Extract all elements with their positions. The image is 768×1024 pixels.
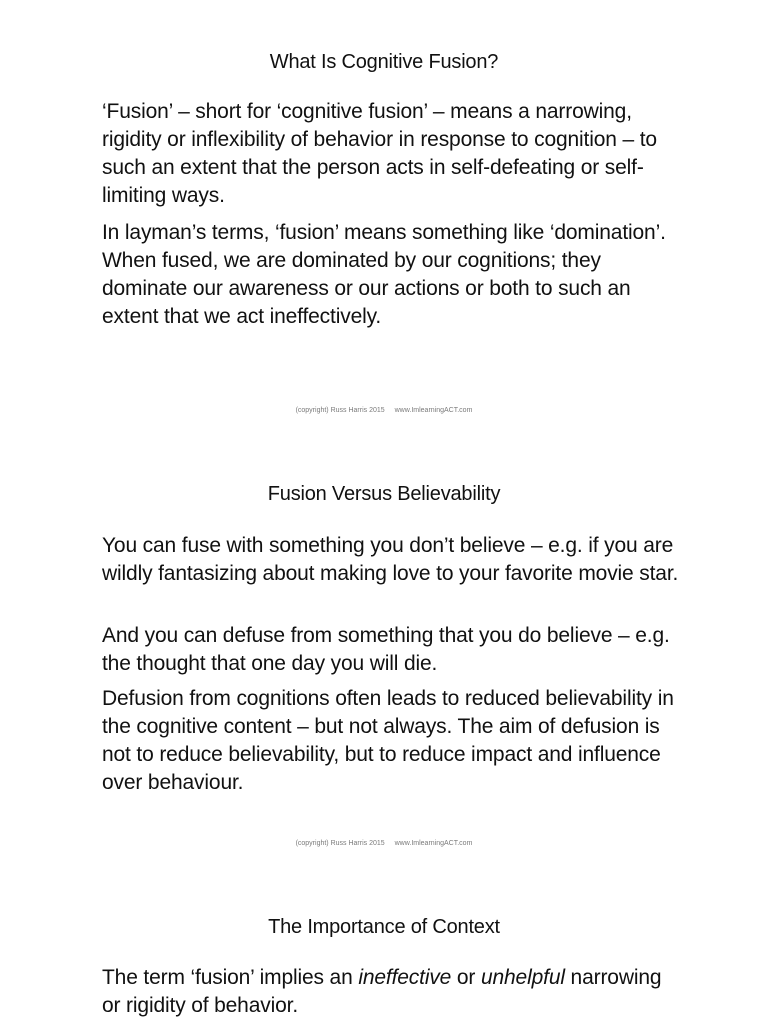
slide-3-p1-after: narrowing or rigidity of behavior. [102, 966, 662, 1017]
slide-1-footer-url: www.ImlearningACT.com [394, 407, 473, 414]
slide-2-footer-copyright: (copyright) Russ Harris 2015 [295, 840, 385, 847]
slide-2-footer [0, 839, 768, 849]
slide-3-p1-before: The term ‘fusion’ implies an [102, 966, 359, 989]
slide-1-footer [0, 406, 768, 416]
slide-3-title: The Importance of Context [268, 916, 500, 938]
slide-2-paragraph-1: You can fuse with something you don’t believe – e.g. if you are wildly fantasizing about making love to your favorite movie star. [102, 534, 679, 585]
slide-1-title: What Is Cognitive Fusion? [269, 51, 499, 73]
slide-2-paragraph-2: And you can defuse from something that you do believe – e.g. the thought that one day you will die. [102, 624, 670, 675]
slide-3-p1-emphasis-ineffective: ineffective [358, 966, 452, 989]
slide-3-paragraph-1 [102, 964, 682, 1020]
slide-1-footer-copyright: (copyright) Russ Harris 2015 [295, 407, 385, 414]
slide-2-title: Fusion Versus Believability [267, 483, 501, 505]
slide-2-paragraph-3: Defusion from cognitions often leads to reduced believability in the cognitive content – but not always. The aim of defusion is not to reduce believability, but to reduce impact and influence over behaviour. [102, 687, 674, 794]
slide-1-paragraph-1: ‘Fusion’ – short for ‘cognitive fusion’ – means a narrowing, rigidity or inflexibility of behavior in response to cognition – to such an extent that the person acts in self-defeating or self-limiting ways. [102, 100, 657, 207]
slide-2-footer-url: www.ImlearningACT.com [394, 840, 473, 847]
slide-1-paragraph-2: In layman’s terms, ‘fusion’ means something like ‘domination’. When fused, we are dominated by our cognitions; they dominate our awareness or our actions or both to such an extent that we act ineffectively. [102, 221, 666, 328]
slide-3-p1-middle: or [451, 966, 481, 989]
slide-3-p1-emphasis-unhelpful: unhelpful [480, 966, 565, 989]
